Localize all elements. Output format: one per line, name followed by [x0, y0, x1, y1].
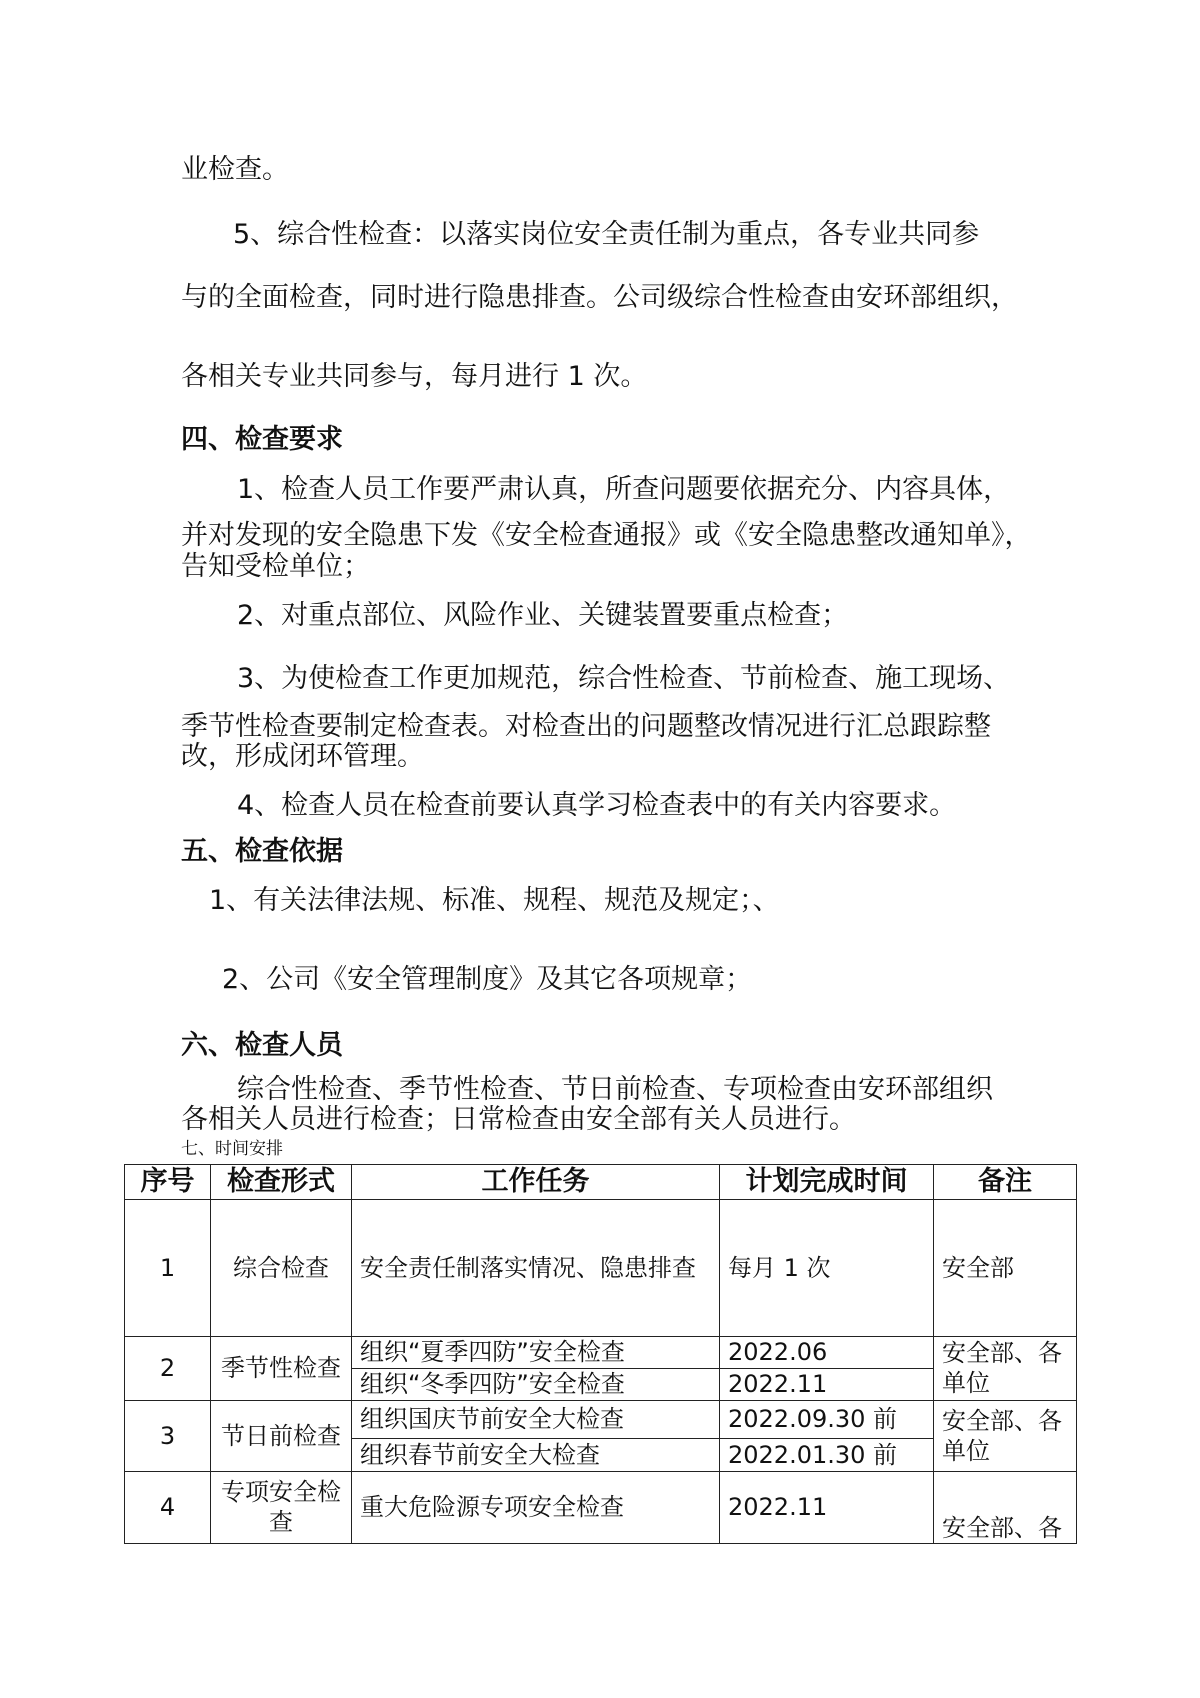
row-no: 2 — [125, 1336, 211, 1400]
paragraph-line: 4、检查人员在检查前要认真学习检查表中的有关内容要求。 — [237, 790, 957, 821]
paragraph-line: 1、检查人员工作要严肃认真，所查问题要依据充分、内容具体， — [237, 474, 1011, 505]
row-time: 每月 1 次 — [720, 1199, 934, 1336]
row-no: 3 — [125, 1400, 211, 1471]
row-note: 安全部 — [934, 1199, 1077, 1336]
paragraph-line: 改，形成闭环管理。 — [181, 741, 424, 772]
row-task: 安全责任制落实情况、隐患排查 — [352, 1199, 720, 1336]
row-time: 2022.11 — [720, 1368, 934, 1400]
section-heading-5: 五、检查依据 — [181, 836, 343, 867]
row-task: 组织春节前安全大检查 — [352, 1438, 720, 1471]
section-heading-7: 七、时间安排 — [181, 1139, 283, 1159]
row-task: 重大危险源专项安全检查 — [352, 1471, 720, 1543]
row-type: 节日前检查 — [211, 1400, 352, 1471]
row-note: 安全部、各单位 — [934, 1336, 1077, 1400]
schedule-table — [124, 1164, 1077, 1544]
row-note: 安全部、各 — [934, 1471, 1077, 1543]
section-heading-4: 四、检查要求 — [181, 424, 343, 455]
row-type: 综合检查 — [211, 1199, 352, 1336]
table-row — [125, 1400, 1077, 1438]
section-heading-6: 六、检查人员 — [181, 1030, 343, 1061]
row-type: 季节性检查 — [211, 1336, 352, 1400]
header-time: 计划完成时间 — [720, 1165, 934, 1200]
paragraph-line: 2、对重点部位、风险作业、关键装置要重点检查； — [237, 600, 849, 631]
row-type: 专项安全检查 — [211, 1471, 352, 1543]
row-task: 组织“夏季四防”安全检查 — [352, 1336, 720, 1368]
paragraph-line: 综合性检查、季节性检查、节日前检查、专项检查由安环部组织 — [237, 1074, 993, 1105]
paragraph-line: 3、为使检查工作更加规范，综合性检查、节前检查、施工现场、 — [237, 663, 1011, 694]
header-no: 序号 — [125, 1165, 211, 1200]
row-time: 2022.11 — [720, 1471, 934, 1543]
row-no: 1 — [125, 1199, 211, 1336]
header-note: 备注 — [934, 1165, 1077, 1200]
table-header-row — [125, 1165, 1077, 1200]
table-row — [125, 1199, 1077, 1336]
row-time: 2022.01.30 前 — [720, 1438, 934, 1471]
paragraph-line: 各相关专业共同参与，每月进行 1 次。 — [181, 361, 648, 392]
paragraph-line: 季节性检查要制定检查表。对检查出的问题整改情况进行汇总跟踪整 — [181, 711, 991, 742]
row-no: 4 — [125, 1471, 211, 1543]
row-task: 组织国庆节前安全大检查 — [352, 1400, 720, 1438]
header-task: 工作任务 — [352, 1165, 720, 1200]
table-row — [125, 1471, 1077, 1543]
paragraph-line: 业检查。 — [181, 154, 289, 185]
header-type: 检查形式 — [211, 1165, 352, 1200]
paragraph-line: 告知受检单位； — [181, 551, 370, 582]
paragraph-line: 5、综合性检查：以落实岗位安全责任制为重点，各专业共同参 — [233, 219, 980, 250]
paragraph-line: 各相关人员进行检查；日常检查由安全部有关人员进行。 — [181, 1104, 856, 1135]
row-task: 组织“冬季四防”安全检查 — [352, 1368, 720, 1400]
row-time: 2022.06 — [720, 1336, 934, 1368]
paragraph-line: 与的全面检查，同时进行隐患排查。公司级综合性检查由安环部组织， — [181, 282, 1018, 313]
paragraph-line: 2、公司《安全管理制度》及其它各项规章； — [222, 964, 753, 995]
row-time: 2022.09.30 前 — [720, 1400, 934, 1438]
table-row — [125, 1336, 1077, 1368]
paragraph-line: 并对发现的安全隐患下发《安全检查通报》或《安全隐患整改通知单》， — [181, 520, 1032, 551]
row-note: 安全部、各单位 — [934, 1400, 1077, 1471]
paragraph-line: 1、有关法律法规、标准、规程、规范及规定；、 — [209, 885, 780, 916]
